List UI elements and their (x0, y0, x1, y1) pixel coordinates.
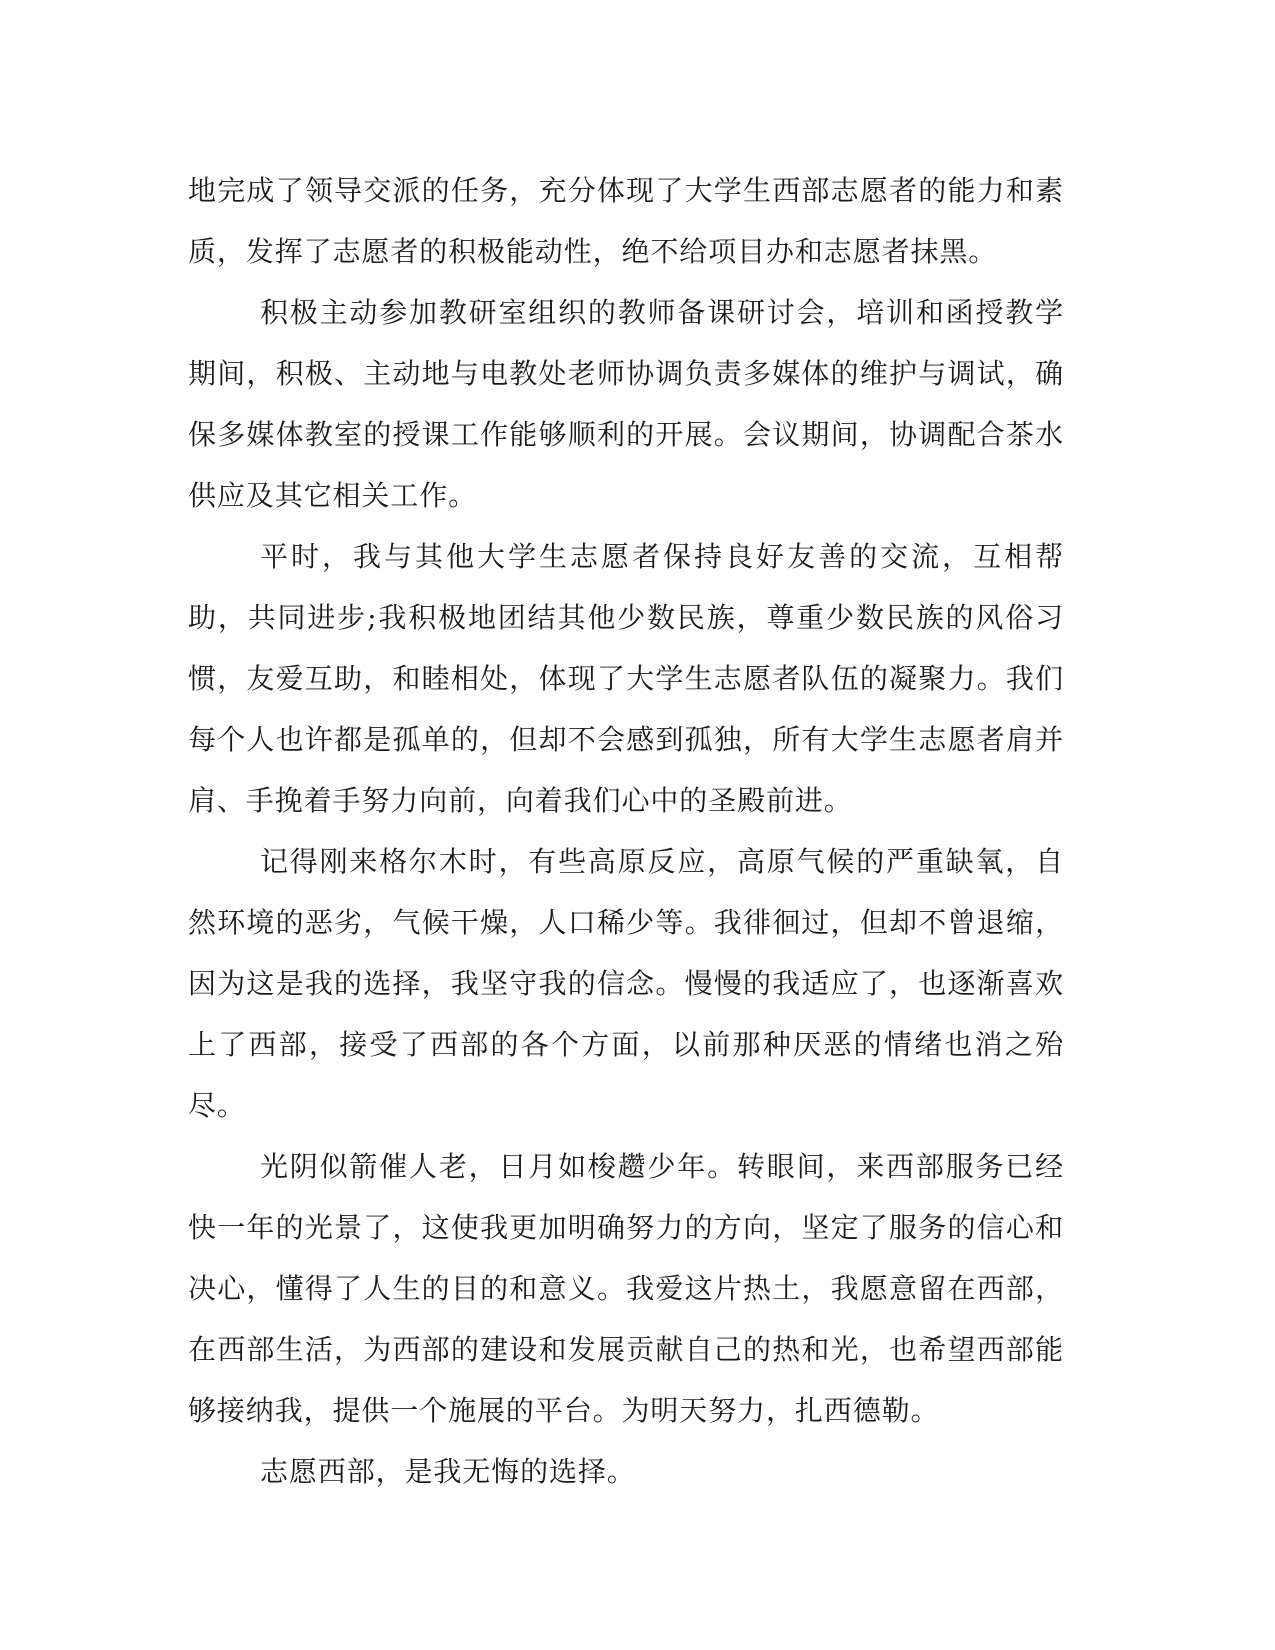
paragraph-6: 志愿西部，是我无悔的选择。 (260, 1455, 636, 1488)
paragraph-5: 光阴似箭催人老，日月如梭趱少年。转眼间，来西部服务已经快一年的光景了，这使我更加明确努力的方向，坚定了服务的信心和决心，懂得了人生的目的和意义。我爱这片热土，我愿意留在西部，在西部生活，为西部的建设和发展贡献自己的热和光，也希望西部能够接纳我，提供一个施展的平台。为明天努力，扎西德勒。 (188, 1150, 1064, 1427)
paragraph-3: 平时，我与其他大学生志愿者保持良好友善的交流，互相帮助，共同进步;我积极地团结其他少数民族，尊重少数民族的风俗习惯，友爱互助，和睦相处，体现了大学生志愿者队伍的凝聚力。我们每个人也许都是孤单的，但却不会感到孤独，所有大学生志愿者肩并肩、手挽着手努力向前，向着我们心中的圣殿前进。 (188, 540, 1064, 817)
paragraph-4: 记得刚来格尔木时，有些高原反应，高原气候的严重缺氧，自然环境的恶劣，气候干燥，人口稀少等。我徘徊过，但却不曾退缩，因为这是我的选择，我坚守我的信念。慢慢的我适应了，也逐渐喜欢上了西部，接受了西部的各个方面，以前那种厌恶的情绪也消之殆尽。 (188, 845, 1064, 1122)
paragraph-1: 地完成了领导交派的任务，充分体现了大学生西部志愿者的能力和素质，发挥了志愿者的积极能动性，绝不给项目办和志愿者抹黑。 (188, 174, 1064, 268)
document-body (188, 160, 1064, 1502)
paragraph-2: 积极主动参加教研室组织的教师备课研讨会，培训和函授教学期间，积极、主动地与电教处老师协调负责多媒体的维护与调试，确保多媒体教室的授课工作能够顺利的开展。会议期间，协调配合茶水供应及其它相关工作。 (188, 296, 1064, 512)
